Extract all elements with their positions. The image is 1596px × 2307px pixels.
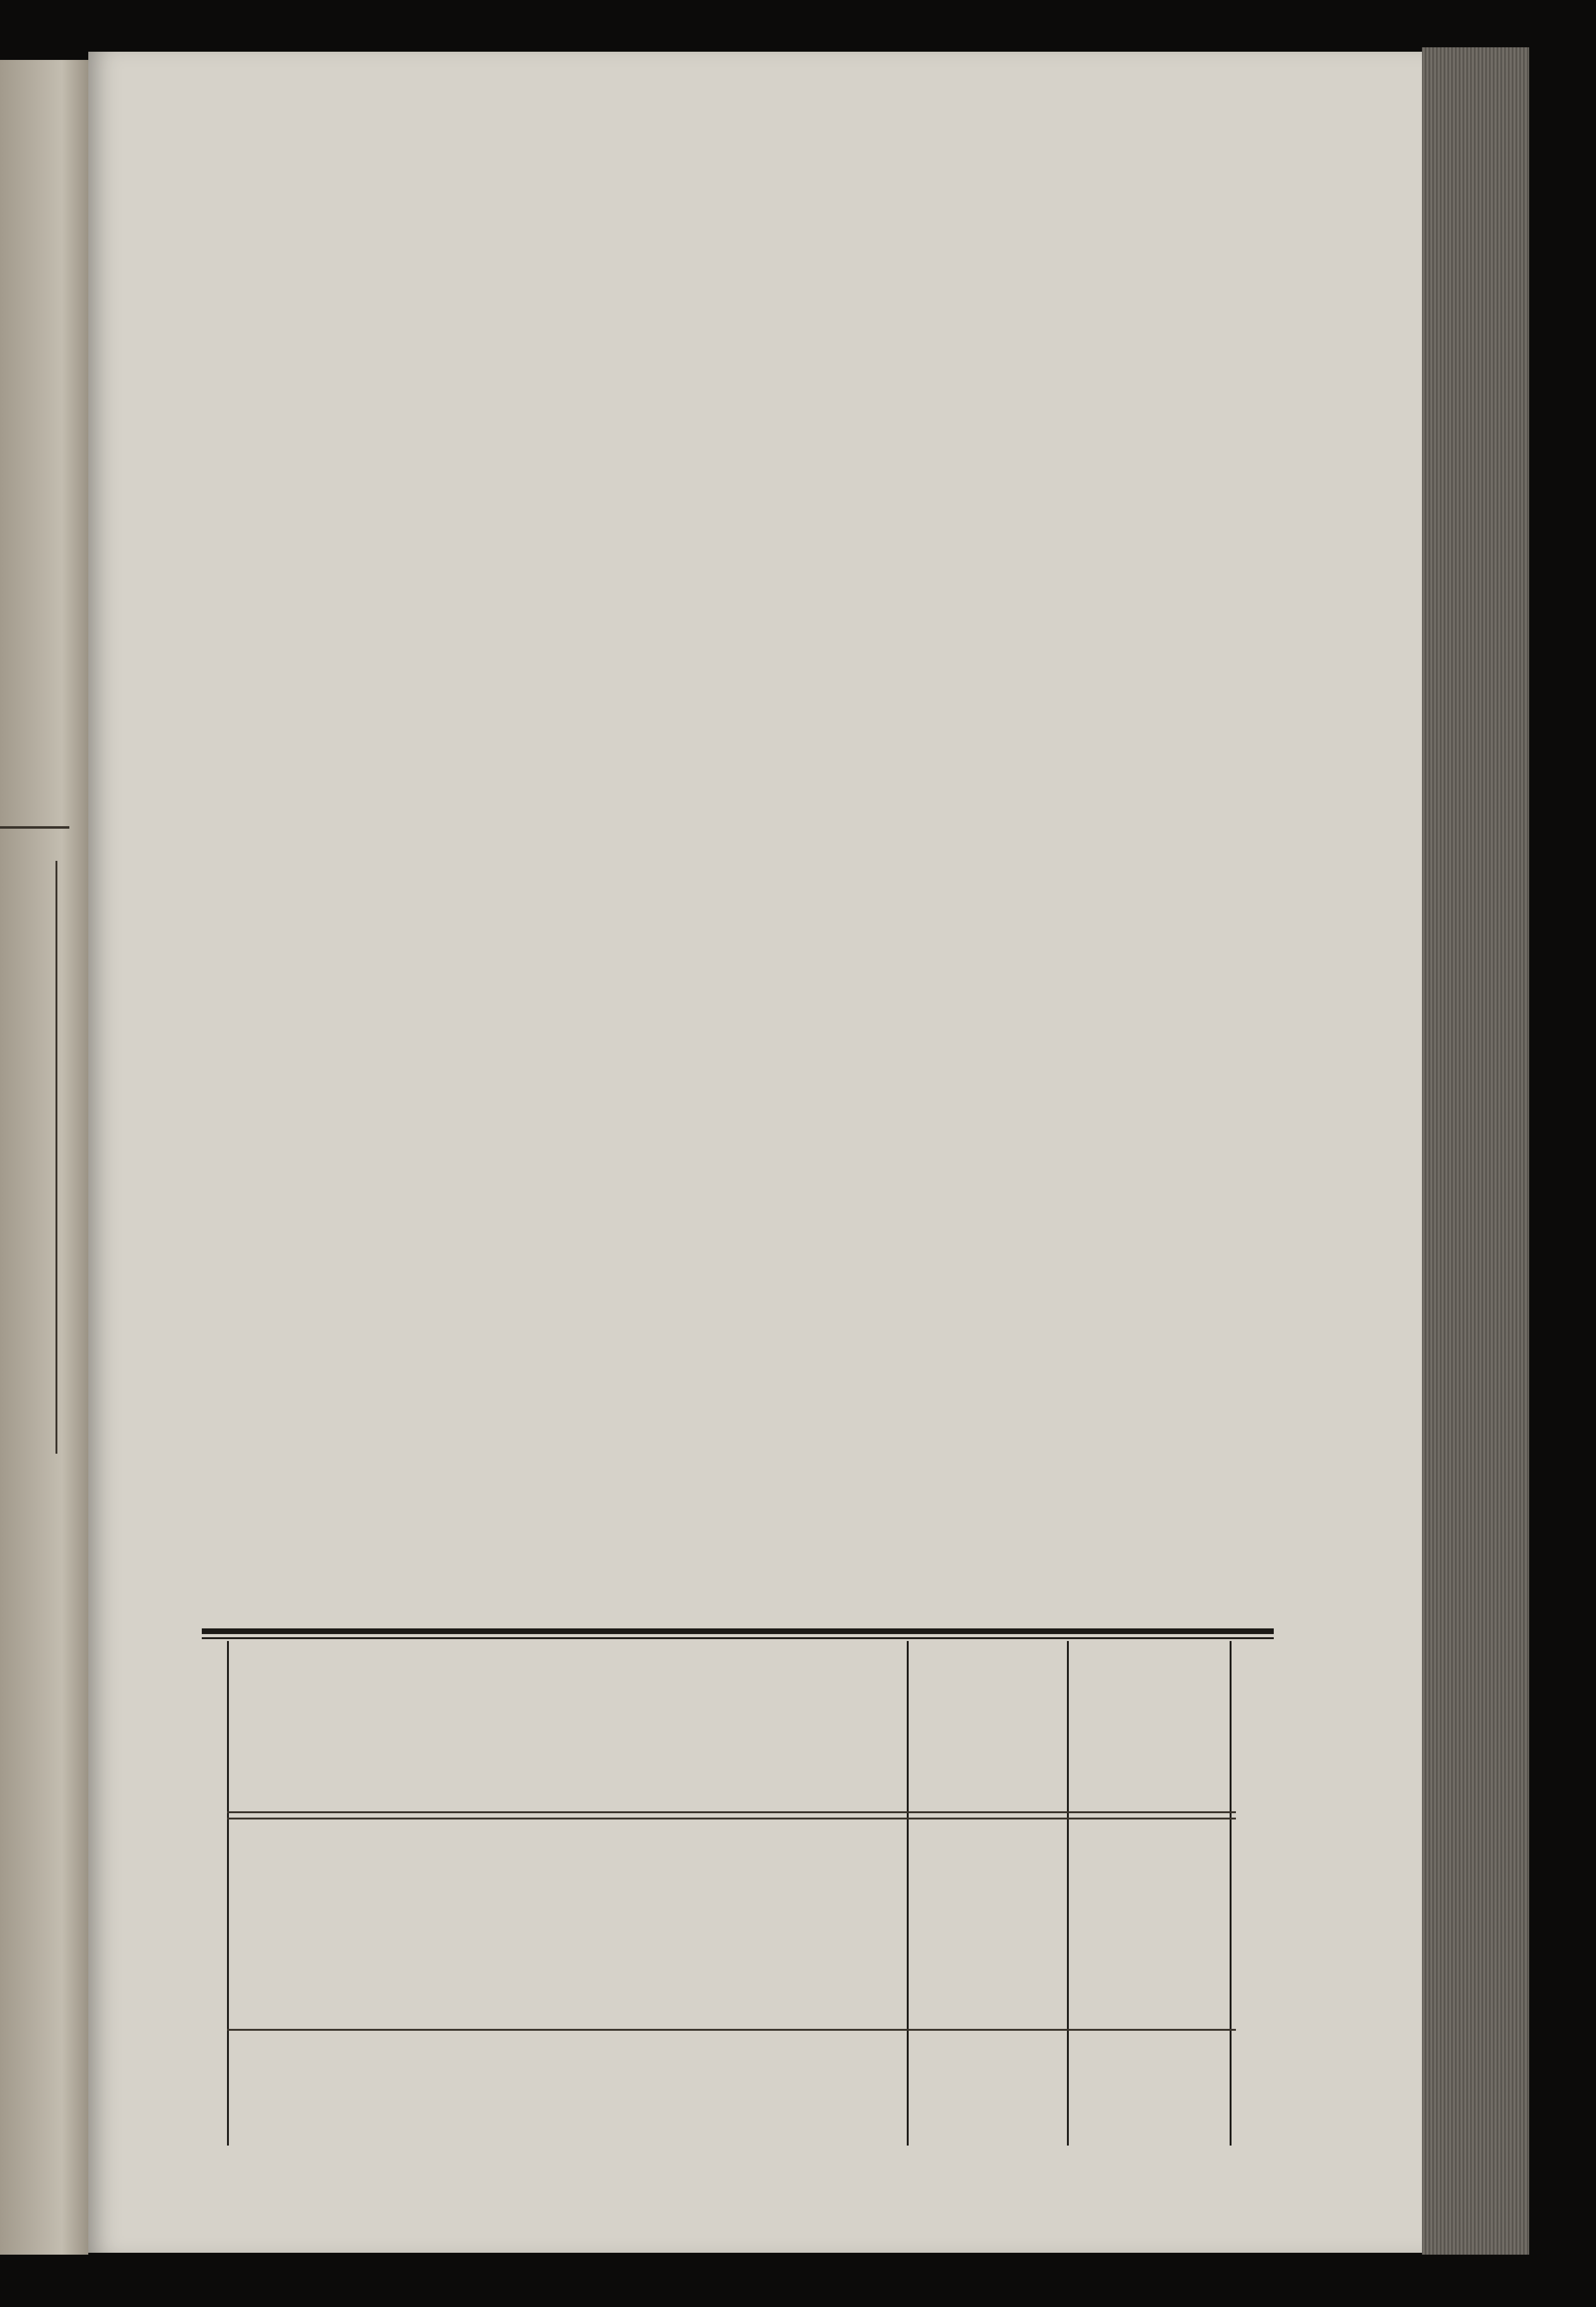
body-text <box>202 134 1274 192</box>
table-top-rule <box>202 1628 1274 1634</box>
lab-heading <box>202 145 1274 192</box>
left-page-vrule <box>55 861 57 1454</box>
table-left-border <box>227 1641 229 2146</box>
table-right-border <box>1230 1641 1232 2146</box>
table-col-sep-1 <box>907 1641 909 2146</box>
lab-table <box>202 1628 1274 2152</box>
header-chemical <box>908 1671 1067 1690</box>
table-total-rule <box>227 2029 1236 2031</box>
table-header-rule-2 <box>227 1818 1236 1819</box>
book-page <box>88 52 1428 2253</box>
page-edges <box>1422 47 1529 2255</box>
table-top-rule-thin <box>202 1637 1274 1639</box>
table-header-rule <box>227 1811 1236 1813</box>
left-page-rule <box>0 826 69 829</box>
table-col-sep-2 <box>1067 1641 1069 2146</box>
left-page-fragment <box>0 60 88 2255</box>
